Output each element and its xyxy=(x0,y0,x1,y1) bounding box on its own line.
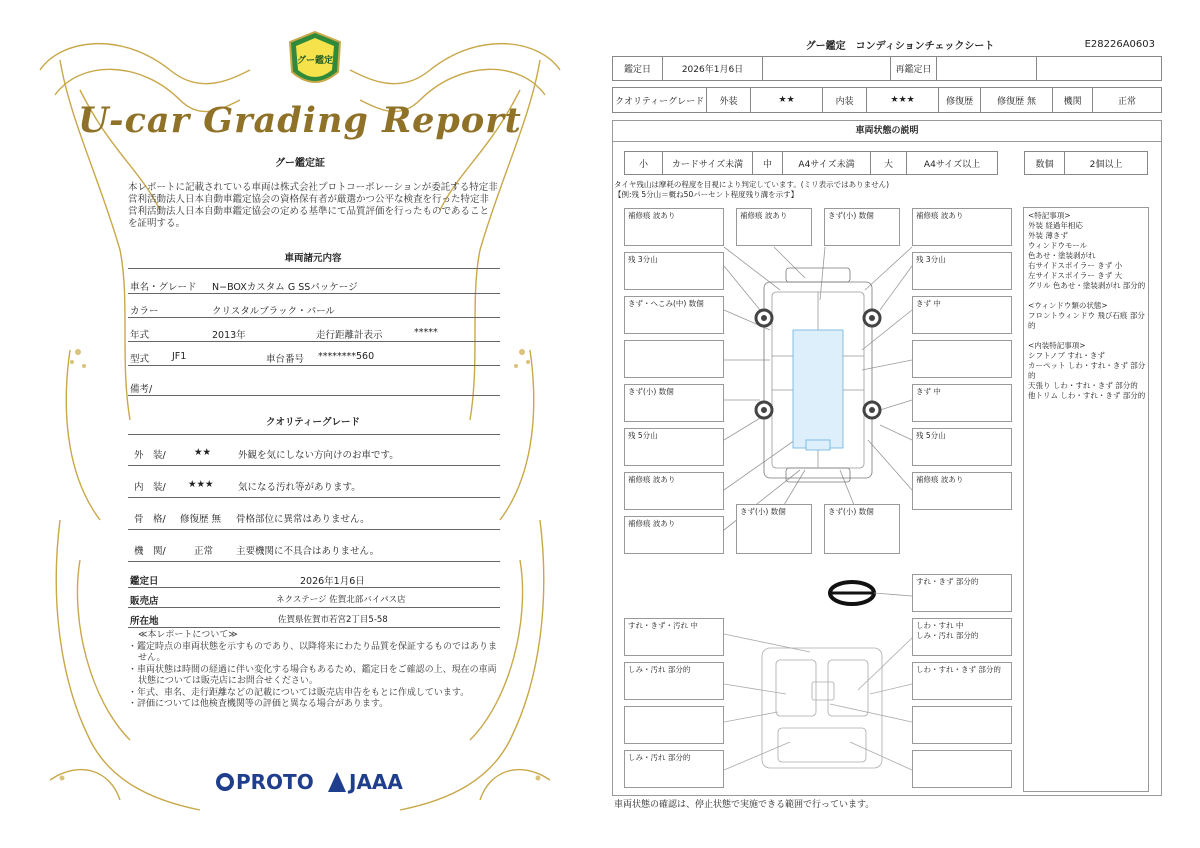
legend-desc: 2個以上 xyxy=(1065,152,1148,175)
damage-box: きず・へこみ(中) 数個 xyxy=(624,296,724,334)
spec-value: ********560 xyxy=(318,351,375,362)
spec-row-color xyxy=(128,298,500,318)
badge-text: グー鑑定 xyxy=(296,56,333,66)
special-notes: <特記事項> 外装 経過年相応 外装 薄きず ウィンドウモール 色あせ・塗装剥がれ 右サイドスポイラー きず 小 左サイドスポイラー きず 大 グリル 色あせ・塗装剥がれ 部分的 <ウィンドウ類の状態> フロントウィンドウ 飛び石痕 部分的 <内装特記事項> シフトノブ すれ・きず カーペット しわ・すれ・きず 部分的 天張り しわ・すれ・きず 部分的 他トリム しわ・すれ・きず 部分的 xyxy=(1028,211,1146,400)
quality-label: 機 関/ xyxy=(134,546,166,557)
note-item: ・鑑定時点の車両状態を示すものであり、以降将来にわたり品質を保証するものではありません。 xyxy=(128,641,498,663)
damage-box: きず(小) 数個 xyxy=(824,208,900,246)
tire-box: 残 5分山 xyxy=(624,428,724,466)
spec-label: カラー xyxy=(130,306,159,317)
quality-stars: ★★★ xyxy=(188,479,214,490)
spec-row-year xyxy=(128,322,500,342)
interior-box xyxy=(624,706,724,744)
damage-box xyxy=(624,340,724,378)
cell-label: 再鑑定日 xyxy=(891,57,937,81)
note-item: ・車両状態は時間の経過に伴い変化する場合もあるため、鑑定日をご確認の上、現在の車両状態については販売店にお問合せください。 xyxy=(128,664,497,686)
interior-box: しわ・すれ 中 しみ・汚れ 部分的 xyxy=(912,618,1012,656)
proto-logo-icon xyxy=(216,773,234,791)
damage-box: 補修痕 波あり xyxy=(624,208,724,246)
cell-label: 機関 xyxy=(1053,88,1093,113)
interior-box: しみ・汚れ 部分的 xyxy=(624,662,724,700)
steering-wheel-icon xyxy=(830,582,912,604)
row-label: 販売店 xyxy=(130,596,159,607)
legend-desc: カードサイズ未満 xyxy=(663,152,753,175)
damage-box: きず 中 xyxy=(912,384,1012,422)
quality-stars: ★★ xyxy=(194,447,212,458)
tire-box: 残 3分山 xyxy=(912,252,1012,290)
quality-value: 修復歴 無 xyxy=(180,514,222,525)
report-notes xyxy=(128,630,498,711)
cell-label: クオリティーグレード xyxy=(613,88,707,113)
quality-value: 正常 xyxy=(194,546,214,557)
spec-label: 備考/ xyxy=(130,384,153,395)
damage-box: きず(小) 数個 xyxy=(736,504,812,554)
cell-label: 修復歴 xyxy=(939,88,981,113)
cell-label: 外装 xyxy=(707,88,751,113)
goo-kantei-badge xyxy=(286,30,344,92)
note-item: ・年式、車名、走行距離などの記載については販売店申告をもとに作成しています。 xyxy=(128,687,470,698)
report-script-title: U-car Grading Report xyxy=(78,100,522,141)
interior-box: すれ・きず・汚れ 中 xyxy=(624,618,724,656)
quality-row-interior xyxy=(128,474,500,498)
interior-box: しわ・すれ・きず 部分的 xyxy=(912,662,1012,700)
tire-note-example: 【例:残 5分山＝概ね50パーセント程度残り溝を示す】 xyxy=(614,190,799,199)
damage-box: 補修痕 波あり xyxy=(624,516,724,554)
proto-logo xyxy=(216,770,314,794)
quality-desc: 骨格部位に異常はありません。 xyxy=(236,514,370,525)
spec-value: クリスタルブラック・パール xyxy=(212,306,335,317)
jaaa-logo xyxy=(328,770,403,794)
spec-value: N−BOXカスタム G SSパッケージ xyxy=(212,282,358,293)
damage-box: 補修痕 波あり xyxy=(624,472,724,510)
tire-note: タイヤ残山は摩耗の程度を目視により判定しています。(ミリ表示ではありません) xyxy=(614,180,890,189)
tire-box: 残 5分山 xyxy=(912,428,1012,466)
interior-diagram xyxy=(724,634,912,770)
divider xyxy=(128,434,500,435)
sheet-title: グー鑑定 コンディションチェックシート xyxy=(805,41,995,52)
damage-box: きず 中 xyxy=(912,296,1012,334)
damage-box: きず(小) 数個 xyxy=(624,384,724,422)
quality-row-frame xyxy=(128,506,500,530)
inspection-date-row xyxy=(128,568,500,588)
certificate-statement: 本レポートに記載されている車両は株式会社プロトコーポレーションが委託する特定非営利活動法人日本自動車鑑定協会の資格保有者が厳選かつ公平な検査を行った特定非営利活動法人日本自動車鑑定協会の定める基準にて品質評価を行ったものであることを証明する。 xyxy=(128,182,498,229)
spec-row-remarks xyxy=(128,376,500,396)
certificate-title: グー鑑定証 xyxy=(275,158,325,169)
note-item: ・評価については他検査機関等の評価と異なる場合があります。 xyxy=(128,699,389,709)
spec-value: ***** xyxy=(414,327,438,338)
cell-label: 内装 xyxy=(823,88,867,113)
notes-title: ≪本レポートについて≫ xyxy=(138,630,238,640)
spec-label: 年式 xyxy=(130,330,150,341)
row-value: ネクステージ 佐賀北部バイパス店 xyxy=(276,595,406,605)
cell-label: 鑑定日 xyxy=(613,57,663,81)
tire-box: 残 3分山 xyxy=(624,252,724,290)
cell-value: ★★★ xyxy=(867,88,939,113)
legend-desc: A4サイズ未満 xyxy=(783,152,871,175)
spec-section-header: 車両諸元内容 xyxy=(284,253,342,264)
row-label: 所在地 xyxy=(130,616,159,627)
cell-value: ★★ xyxy=(751,88,823,113)
damage-box: きず(小) 数個 xyxy=(824,504,900,554)
damage-box: 補修痕 波あり xyxy=(736,208,812,246)
interior-box: すれ・きず 部分的 xyxy=(912,574,1012,612)
cell-value: 修復歴 無 xyxy=(981,88,1053,113)
cell-value: 正常 xyxy=(1093,88,1162,113)
quality-label: 骨 格/ xyxy=(134,514,166,525)
interior-box: しみ・汚れ 部分的 xyxy=(624,750,724,788)
condition-check-sheet xyxy=(600,0,1200,848)
quality-desc: 主要機関に不具合はありません。 xyxy=(236,546,380,557)
damage-box xyxy=(912,340,1012,378)
quality-row-exterior xyxy=(128,442,500,466)
spec-label: 型式 xyxy=(130,354,150,365)
quality-label: 内 装/ xyxy=(134,482,166,493)
quality-row-engine xyxy=(128,538,500,562)
legend-desc: A4サイズ以上 xyxy=(907,152,998,175)
legend-key: 数個 xyxy=(1025,152,1065,175)
spec-value: 2013年 xyxy=(212,330,246,341)
cell-value: 2026年1月6日 xyxy=(663,57,763,81)
spec-value: JF1 xyxy=(172,351,187,362)
spec-label: 走行距離計表示 xyxy=(316,330,383,341)
spec-row-model xyxy=(128,346,500,366)
interior-box xyxy=(912,706,1012,744)
shop-row xyxy=(128,588,500,608)
damage-box: 補修痕 波あり xyxy=(912,208,1012,246)
spec-label: 車台番号 xyxy=(266,354,305,365)
legend-key: 中 xyxy=(753,152,783,175)
quality-desc: 気になる汚れ等があります。 xyxy=(238,482,361,493)
row-label: 鑑定日 xyxy=(130,576,159,587)
damage-box: 補修痕 波あり xyxy=(912,472,1012,510)
report-id: E28226A0603 xyxy=(1084,39,1155,50)
legend-key: 大 xyxy=(871,152,907,175)
spec-row-name xyxy=(128,274,500,294)
legend-key: 小 xyxy=(625,152,663,175)
status-header: 車両状態の説明 xyxy=(612,120,1162,142)
divider xyxy=(128,268,500,269)
spec-label: 車名・グレード xyxy=(130,282,197,293)
quality-label: 外 装/ xyxy=(134,450,166,461)
jaaa-logo-text: JAAA xyxy=(349,770,403,794)
interior-box xyxy=(912,750,1012,788)
quality-desc: 外観を気にしない方向けのお車です。 xyxy=(238,450,399,461)
row-value: 佐賀県佐賀市若宮2丁目5-58 xyxy=(278,615,388,625)
proto-logo-text: PROTO xyxy=(236,770,314,794)
quality-section-header: クオリティーグレード xyxy=(265,417,361,428)
sheet-footer-note: 車両状態の確認は、停止状態で実施できる範囲で行っています。 xyxy=(614,800,875,810)
jaaa-logo-icon xyxy=(328,772,346,792)
address-row xyxy=(128,608,500,628)
row-value: 2026年1月6日 xyxy=(300,576,365,587)
